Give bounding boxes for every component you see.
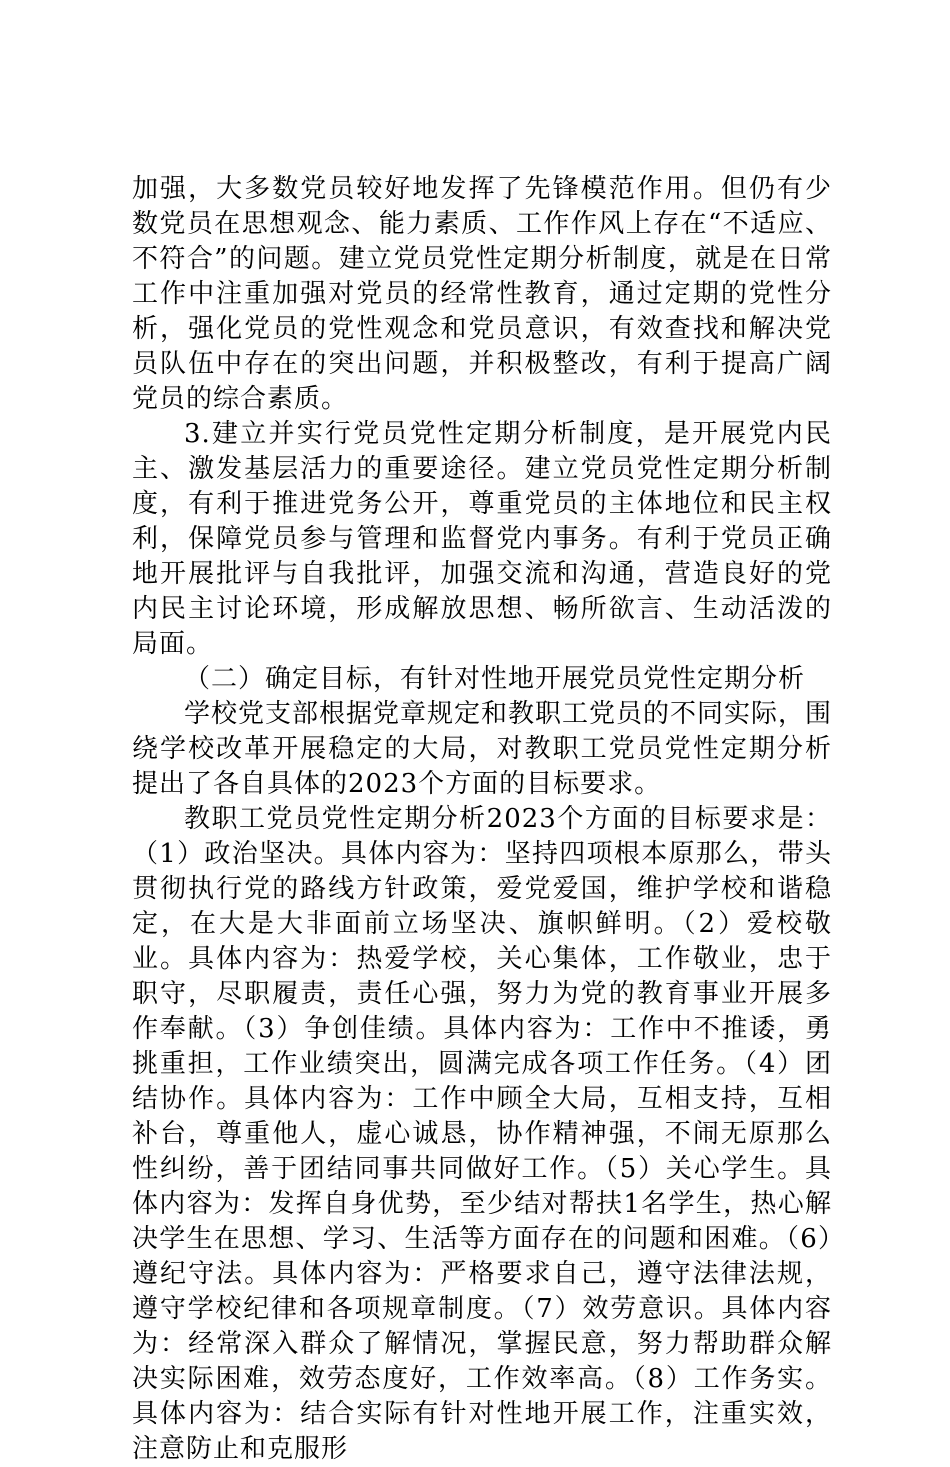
paragraph-continuation: 加强，大多数党员较好地发挥了先锋模范作用。但仍有少数党员在思想观念、能力素质、工作作风上存在“不适应、不符合”的问题。建立党员党性定期分析制度，就是在日常工作中注重加强对党员的经常性教育，通过定期的党性分析，强化党员的党性观念和党员意识，有效查找和解决党员队伍中存在的突出问题，并积极整改，有利于提高广阔党员的综合素质。 xyxy=(132,174,832,414)
document-body xyxy=(132,172,832,1467)
section-heading: （二）确定目标，有针对性地开展党员党性定期分析 xyxy=(184,664,806,694)
paragraph-goal-requirements: 教职工党员党性定期分析2023个方面的目标要求是：（1）政治坚决。具体内容为：坚持四项根本原那么，带头贯彻执行党的路线方针政策，爱党爱国，维护学校和谐稳定，在大是大非面前立场坚决、旗帜鲜明。（2）爱校敬业。具体内容为：热爱学校，关心集体，工作敬业，忠于职守，尽职履责，责任心强，努力为党的教育事业开展多作奉献。（3）争创佳绩。具体内容为：工作中不推诿，勇挑重担，工作业绩突出，圆满完成各项工作任务。（4）团结协作。具体内容为：工作中顾全大局，互相支持，互相补台，尊重他人，虚心诚恳，协作精神强，不闹无原那么性纠纷，善于团结同事共同做好工作。（5）关心学生。具体内容为：发挥自身优势，至少结对帮扶1名学生，热心解决学生在思想、学习、生活等方面存在的问题和困难。（6）遵纪守法。具体内容为：严格要求自己，遵守法律法规，遵守学校纪律和各项规章制度。（7）效劳意识。具体内容为：经常深入群众了解情况，掌握民意，努力帮助群众解决实际困难，效劳态度好，工作效率高。（8）工作务实。具体内容为：结合实际有针对性地开展工作，注重实效，注意防止和克服形 xyxy=(132,804,832,1464)
paragraph-point-3: 3.建立并实行党员党性定期分析制度，是开展党内民主、激发基层活力的重要途径。建立党员党性定期分析制度，有利于推进党务公开，尊重党员的主体地位和民主权利，保障党员参与管理和监督党内事务。有利于党员正确地开展批评与自我批评，加强交流和沟通，营造良好的党内民主讨论环境，形成解放思想、畅所欲言、生动活泼的局面。 xyxy=(132,419,832,659)
paragraph-school-branch: 学校党支部根据党章规定和教职工党员的不同实际，围绕学校改革开展稳定的大局，对教职工党员党性定期分析提出了各自具体的2023个方面的目标要求。 xyxy=(132,699,833,799)
